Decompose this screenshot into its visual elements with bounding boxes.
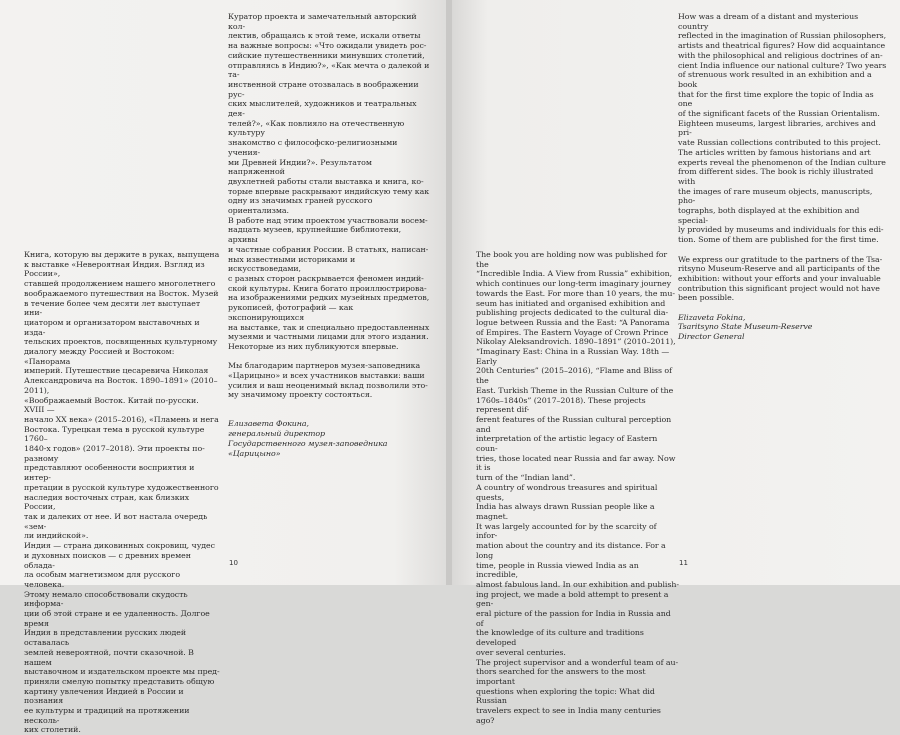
right-column-english-intro	[678, 12, 888, 342]
paragraph: A country of wondrous treasures and spiritual quests, India has always drawn Russian people like a magnet. It was largely accounted for by the scarcity of infor- mation about the country and its distance. For a long time, people in Russia viewed India as an incredible, almost fabulous land. In our exhibition and publish- ing project, we made a bold attempt to present a gen- eral picture of the passion for India in Russia and of the knowledge of its culture and traditions developed over several centuries.	[476, 482, 679, 657]
right-page	[452, 0, 900, 725]
paragraph: Мы благодарим партнеров музея-заповедника «Царицыно» и всех участников выставки: ваши усилия и ваш неоценимый вклад позволили это- му значимому проекту состояться.	[228, 361, 428, 400]
page-number: 11	[679, 559, 688, 567]
paragraph: Книга, которую вы держите в руках, выпущена к выставке «Невероятная Индия. Взгляд из России», ставшей продолжением нашего многолетнего воображаемого путешествия на Восток. Музей в течение более чем десяти лет выступает ини- циатором и организатором выставочных и изда- тельских проектов, посвященных культурному диалогу между Россией и Востоком: «Панорама империй. Путешествие цесаревича Николая Александровича на Восток. 1890–1891» (2010–2011), «Воображаемый Восток. Китай по-русски. XVIII — начало XX века» (2015–2016), «Пламень и нега Востока. Турецкая тема в русской культуре 1760– 1840-х годов» (2017–2018). Эти проекты по-разному представляют особенности восприятия и интер- претации в русской культуре художественного наследия восточных стран, как близких России, так и далеких от нее. И вот настала очередь «зем- ли индийской».	[24, 250, 220, 541]
paragraph: The project supervisor and a wonderful team of au- thors searched for the answers to the most important questions when exploring the topic: What did Russian travelers expect to see in India many centuries ago?	[476, 657, 679, 725]
left-column-english-intro	[476, 250, 680, 725]
page-number: 10	[229, 559, 238, 567]
paragraph: Куратор проекта и замечательный авторский кол- лектив, обращаясь к этой теме, искали ответы на важные вопросы: «Что ожидали увидеть рос- сийские путешественники минувших столетий, отправляясь в Индию?», «Как мечта о далекой и та- инственной стране отозвалась в воображении рус- ских мыслителей, художников и театральных дея- телей?», «Как повлияло на отечественную культуру знакомство с философско-религиозными учения- ми Древней Индии?». Результатом напряженной двухлетней работы стали выставка и книга, ко- торые впервые раскрывают индийскую тему как одну из значимых граней русского ориентализма. В работе над этим проектом участвовали восем- надцать музеев, крупнейшие библиотеки, архивы и частные собрания России. В статьях, написан- ных известными историками и искусствоведами, с разных сторон раскрывается феномен индий- ской культуры. Книга богато проиллюстрирова- на изображениями редких музейных предметов, рукописей, фотографий — как экспонирующихся на выставке, так и специально предоставленных музеями и частными лицами для этого издания. Некоторые из них публикуются впервые.	[228, 12, 430, 351]
left-column-russian-intro	[24, 250, 220, 735]
right-column-russian-intro	[228, 12, 430, 458]
left-page	[0, 0, 448, 735]
paragraph: How was a dream of a distant and mysterious country reflected in the imagination of Russian philosophers, artists and theatrical figures? How did acquaintance with the philosophical and religious doctrines of an- cient India influence our national culture? Two years of strenuous work resulted in an exhibition and a book that for the first time explore the topic of India as one of the significant facets of the Russian Orientalism. Eighteen museums, largest libraries, archives and pri- vate Russian collections contributed to this project. The articles written by famous historians and art experts reveal the phenomenon of the Indian culture from different sides. The book is richly illustrated with the images of rare museum objects, manuscripts, pho- tographs, both displayed at the exhibition and special- ly provided by museums and individuals for this edi- tion. Some of them are published for the first time.	[678, 12, 887, 245]
signature-russian: Елизавета Фокина, генеральный директор Государственного музея-заповедника «Царицыно»	[228, 419, 388, 458]
paragraph: The book you are holding now was published for the “Incredible India. A View from Russia” exhibition, which continues our long-term imaginary journey towards the East. For more than 10 years, the mu- seum has initiated and organised exhibition and publishing projects dedicated to the cultural dia- logue between Russia and the East: “A Panorama of Empires. The Eastern Voyage of Crown Prince Nikolay Aleksandrovich. 1890–1891” (2010–2011), “Imaginary East: China in a Russian Way. 18th — Early 20th Centuries” (2015–2016), “Flame and Bliss of the East. Turkish Theme in the Russian Culture of the 1760s–1840s” (2017–2018). These projects represent dif- ferent features of the Russian cultural perception and interpretation of the artistic legacy of Eastern coun- tries, those located near Russia and far away. Now it is turn of the “Indian land”.	[476, 250, 676, 483]
paragraph: We express our gratitude to the partners of the Tsa- ritsyno Museum-Reserve and all participants of the exhibition: without your efforts and your invaluable contribution this significant project would not have been possible.	[678, 254, 883, 303]
paragraph: Индия — страна диковинных сокровищ, чудес и духовных поисков — с древних времен облада- ла особым магнетизмом для русского человека. Этому немало способствовали скудость информа- ции об этой стране и ее удаленность. Долгое время Индия в представлении русских людей оставалась землей невероятной, почти сказочной. В нашем выставочном и издательском проекте мы пред- приняли смелую попытку представить общую картину увлечения Индией в России и познания ее культуры и традиций на протяжении несколь- ких столетий.	[24, 541, 220, 735]
signature-english: Elizaveta Fokina, Tsaritsyno State Museum-Reserve Director General	[678, 312, 813, 342]
